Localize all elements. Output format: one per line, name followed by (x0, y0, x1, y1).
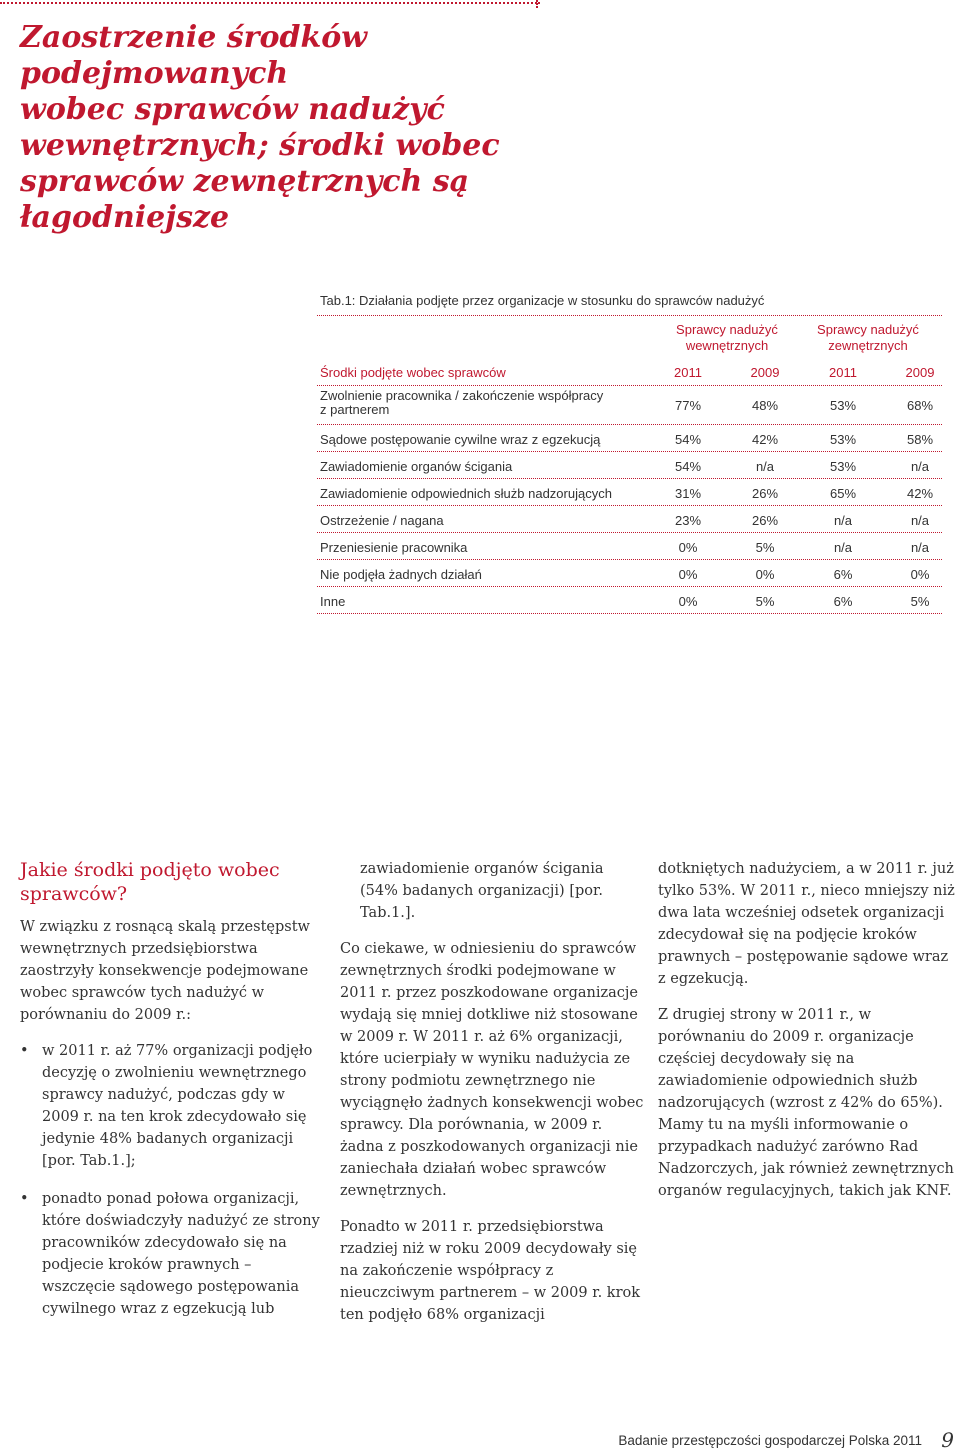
intro-paragraph: W związku z rosnącą skalą przestępstw wewnętrznych przedsiębiorstwa zaostrzyły konsekwencje podejmowane wobec sprawców tych nadużyć w porównaniu do 2009 r.: (20, 919, 310, 1023)
article-column-2 (340, 858, 645, 1340)
cell-value: 58% (906, 432, 934, 447)
top-dotted-rule (0, 2, 540, 4)
table-row (317, 506, 942, 533)
row-label: Przeniesienie pracownika (320, 540, 468, 555)
table-row (317, 452, 942, 479)
cell-value: n/a (910, 540, 930, 555)
top-dotted-rule-end (536, 0, 538, 8)
cell-value: 31% (674, 486, 702, 501)
table-caption: Tab.1: Działania podjęte przez organizacje w stosunku do sprawców nadużyć (320, 293, 765, 308)
list-item-continuation: zawiadomienie organów ścigania (54% badanych organizacji) [por. Tab.1.]. (360, 861, 604, 921)
article-column-3 (658, 858, 958, 1216)
cell-value: 53% (829, 398, 857, 413)
list-item (20, 1040, 320, 1172)
list-item-text: w 2011 r. aż 77% organizacji podjęło decyzję o zwolnieniu wewnętrznego sprawcy nadużyć, podczas gdy w 2009 r. na ten krok zdecydowało się jedynie 48% badanych organizacji [por. Tab.1.]; (42, 1043, 313, 1169)
headline-line: sprawców zewnętrznych są (20, 164, 470, 199)
bullet-list (20, 1040, 320, 1320)
row-label: Sądowe postępowanie cywilne wraz z egzekucją (320, 432, 601, 447)
table-row (317, 587, 942, 614)
row-label-line: Zwolnienie pracownika / zakończenie współpracy (320, 388, 604, 403)
body-paragraph: Z drugiej strony w 2011 r., w porównaniu do 2009 r. organizacje częściej decydowały się na zawiadomienie odpowiednich służb nadzorujących (wzrost z 42% do 65%). Mamy tu na myśli informowanie o przypadkach nadużyć zarówno Rad Nadzorczych, jak również zewnętrznych organów regulacyjnych, takich jak KNF. (658, 1007, 954, 1199)
headline-line: Zaostrzenie środków podejmowanych (20, 20, 368, 91)
cell-value: n/a (910, 459, 930, 474)
table-row (317, 560, 942, 587)
column-group-internal (647, 322, 807, 354)
cell-value: 0% (755, 567, 775, 582)
section-heading: Jakie środki podjęto wobec sprawców? (20, 859, 280, 905)
header-year: 2009 (905, 365, 935, 380)
list-item-text: ponadto ponad połowa organizacji, które doświadczyły nadużyć ze strony pracowników zdecydowało się na podjecie kroków prawnych – wszczęcie sądowego postępowania cywilnego wraz z egzekucją lub (42, 1191, 320, 1317)
cell-value: 54% (674, 459, 702, 474)
body-paragraph: dotkniętych nadużyciem, a w 2011 r. już tylko 53%. W 2011 r., nieco mniejszy niż dwa lata wcześniej odsetek organizacji zdecydował się na podjęcie kroków prawnych – postępowanie sądowe wraz z egzekucją. (658, 861, 955, 987)
column-group-external (788, 322, 948, 354)
column-group-line: wewnętrznych (685, 338, 769, 353)
headline-line: wobec sprawców nadużyć (20, 92, 445, 127)
cell-value: 5% (755, 540, 775, 555)
caption-divider (317, 315, 942, 316)
row-label: Zawiadomienie organów ścigania (320, 459, 513, 474)
bullet-icon: • (20, 1043, 29, 1059)
table-row (317, 425, 942, 452)
cell-value: 77% (674, 398, 702, 413)
row-label: Zawiadomienie odpowiednich służb nadzorujących (320, 486, 612, 501)
header-label: Środki podjęte wobec sprawców (320, 365, 506, 380)
cell-value: 42% (751, 432, 779, 447)
body-paragraph: Co ciekawe, w odniesieniu do sprawców zewnętrznych środki podejmowane w 2011 r. przez poszkodowane organizacje wydają się mniej dotkliwe niż stosowane w 2009 r. W 2011 r. aż 6% organizacji, które ucierpiały w wyniku nadużycia ze strony podmiotu zewnętrznego nie wyciągnęło żadnych konsekwencji wobec sprawcy. Dla porównania, w 2009 r. żadna z poszkodowanych organizacji nie zaniechała działań wobec sprawców zewnętrznych. (340, 941, 644, 1199)
cell-value: 0% (910, 567, 930, 582)
row-label (320, 389, 650, 417)
page-headline (20, 20, 580, 236)
results-table (317, 358, 942, 614)
header-year: 2011 (674, 365, 702, 380)
cell-value: 26% (751, 513, 779, 528)
row-label-line: z partnerem (320, 402, 390, 417)
cell-value: 6% (833, 594, 853, 609)
header-year: 2009 (750, 365, 780, 380)
headline-line: łagodniejsze (20, 200, 230, 235)
headline-line: wewnętrznych; środki wobec (20, 128, 500, 163)
column-group-line: Sprawcy nadużyć (676, 322, 778, 337)
cell-value: 54% (674, 432, 702, 447)
cell-value: n/a (910, 513, 930, 528)
body-paragraph: Ponadto w 2011 r. przedsiębiorstwa rzadziej niż w roku 2009 decydowały się na zakończenie współpracy z nieuczciwym partnerem – w 2009 r. krok ten podjęło 68% organizacji (340, 1219, 641, 1323)
cell-value: 65% (829, 486, 857, 501)
column-group-line: Sprawcy nadużyć (817, 322, 919, 337)
cell-value: 0% (678, 540, 698, 555)
cell-value: n/a (755, 459, 775, 474)
cell-value: 5% (755, 594, 775, 609)
article-column-1 (20, 858, 320, 1336)
cell-value: 42% (906, 486, 934, 501)
cell-value: 48% (751, 398, 779, 413)
bullet-icon: • (20, 1191, 29, 1207)
cell-value: 53% (829, 459, 857, 474)
list-item (20, 1188, 320, 1320)
row-label: Nie podjęła żadnych działań (320, 567, 482, 582)
cell-value: 0% (678, 594, 698, 609)
cell-value: 26% (751, 486, 779, 501)
page-number: 9 (941, 1428, 954, 1452)
row-label: Ostrzeżenie / nagana (320, 513, 444, 528)
table-row (317, 386, 942, 425)
cell-value: 0% (678, 567, 698, 582)
cell-value: n/a (833, 513, 853, 528)
table-row (317, 533, 942, 560)
header-year: 2011 (829, 365, 857, 380)
cell-value: 68% (906, 398, 934, 413)
cell-value: 5% (910, 594, 930, 609)
column-group-line: zewnętrznych (828, 338, 908, 353)
table-header-row (317, 358, 942, 386)
cell-value: 53% (829, 432, 857, 447)
row-label: Inne (320, 594, 346, 609)
cell-value: n/a (833, 540, 853, 555)
cell-value: 23% (674, 513, 702, 528)
cell-value: 6% (833, 567, 853, 582)
table-row (317, 479, 942, 506)
footer-title: Badanie przestępczości gospodarczej Polska 2011 (618, 1433, 922, 1448)
